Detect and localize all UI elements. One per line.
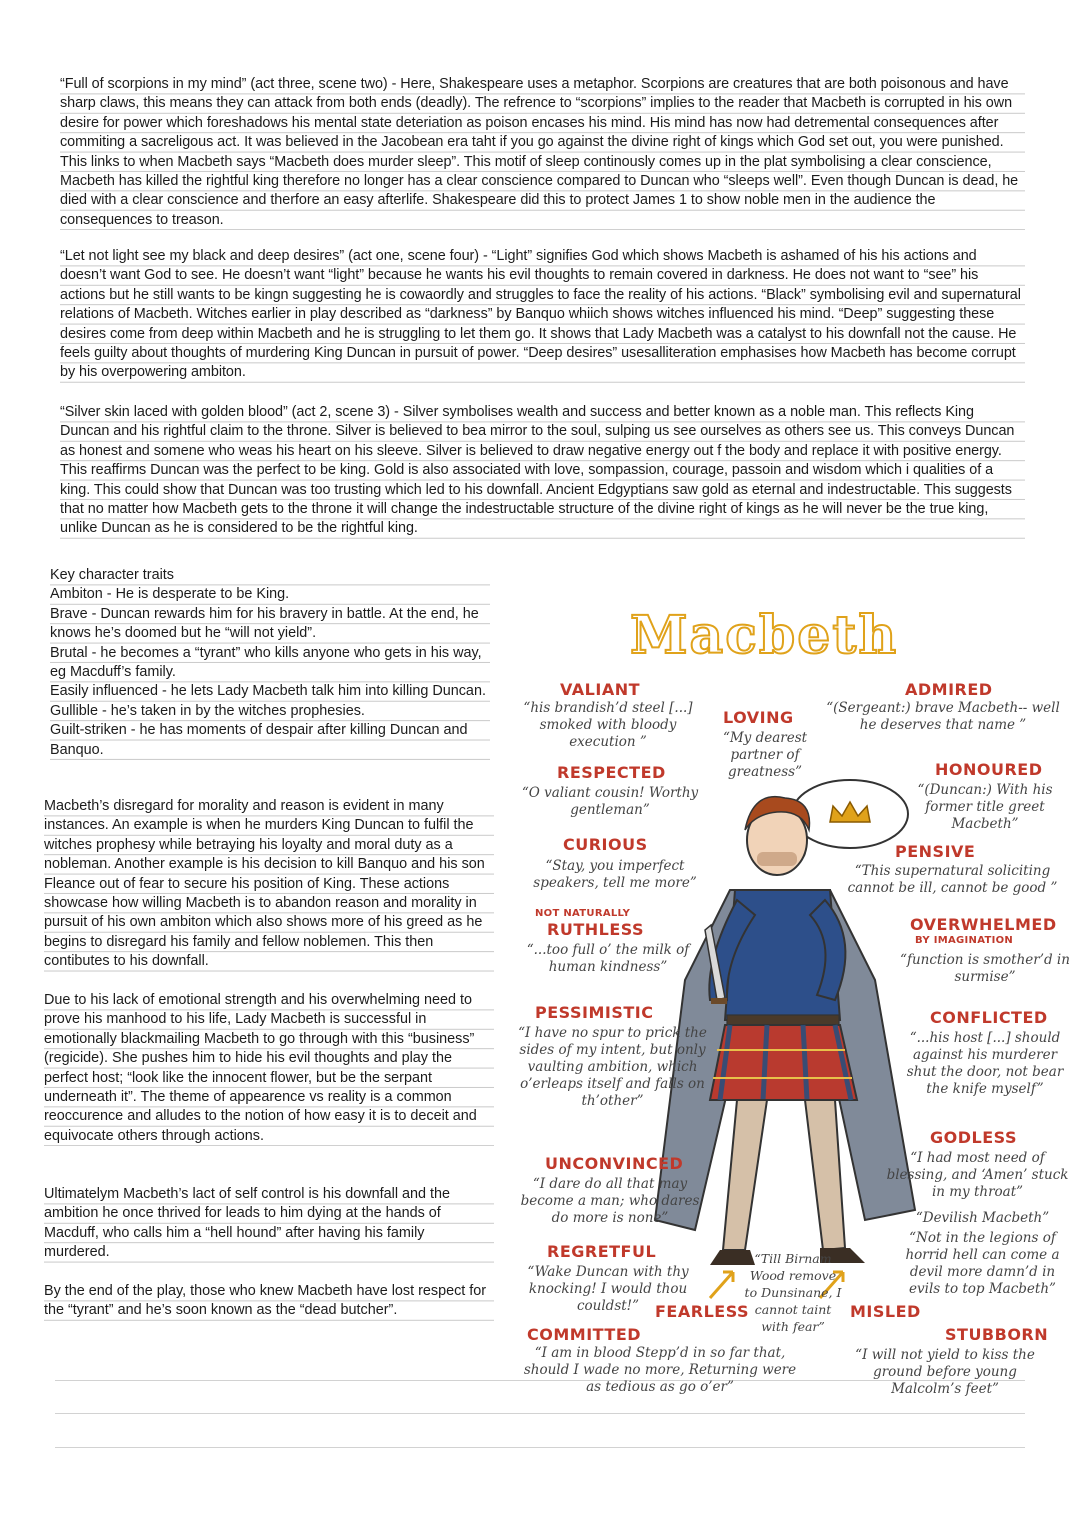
quote-unconvinced: “I dare do all that may become a man; who dares do more is none” — [520, 1176, 700, 1226]
quote-pessimistic: “I have no spur to prick the sides of my intent, but only vaulting ambition, which o’erleaps itself and falls on th’other” — [518, 1025, 707, 1109]
analysis-self-control — [44, 1185, 494, 1263]
paragraph-text: Macbeth’s disregard for morality and reason is evident in many instances. An example is when he murders King Duncan to fulfil the witches prophesy while betraying his loyalty and moral duty as a nobleman. Another example is his decision to kill Banquo and his son Fleance out of fear to secure his position of King. These actions showcase how willing Macbeth is to abandon reason and morality in pursuit of his own ambiton which also shows more of his greed as he begins to disregard his family and fellow noblemen. This then contibutes to his downfall. — [44, 798, 485, 970]
key-traits-list — [50, 566, 490, 760]
quote-stubborn: “I will not yield to kiss the ground before young Malcolm’s feet” — [855, 1347, 1035, 1397]
left-leg — [723, 1100, 767, 1250]
trait-item: Brutal - he becomes a “tyrant” who kills anyone who gets in his way, eg Macduff’s family. — [50, 644, 482, 681]
paragraph-text: Ultimatelym Macbeth’s lact of self control is his downfall and the ambition he once thrived for leads to him dying at the hands of Macduff, who calls him a “hell hound” after having his family murdered. — [44, 1186, 451, 1261]
beard-shadow — [757, 852, 797, 866]
quote-overwhelmed: “function is smother’d in surmise” — [900, 952, 1070, 985]
quote-admired: “(Sergeant:) brave Macbeth-- well he deserves that name ” — [826, 700, 1060, 733]
quote-loving: “My dearest partner of greatness” — [722, 730, 808, 780]
quote-regretful: “Wake Duncan with thy knocking! I would thou couldst!” — [527, 1264, 689, 1314]
quote-analysis-light — [60, 247, 1025, 383]
paragraph-text: “Full of scorpions in my mind” (act three, scene two) - Here, Shakespeare uses a metaphor. Scorpions are creatures that are both poisonous and have sharp claws, this means they can attack from both ends (deadly). The refrence to “scorpions” implies to the reader that Macbeth is corrupted in his own desire for power which foreshadows his mental state deteriation as poison encases his mind. His mind has now had detremental consequences after commiting a sacreligous act. It was believed in the Jacobean era taht if you go against the divine right of kings which God set out, you were punished. This links to when Macbeth says “Macbeth does murder sleep”. This motif of sleep continously comes up in the plat symbolising a clear conscience, Macbeth has killed the rightful king therefore no longer has a clear conscience compared to Duncan who “sleeps well”. Even though Duncan is dead, he died with a clear conscience and therfore an easy afterlife. Shakespeare did this to protect James 1 to show noble men in the audience the consequences to treason. — [60, 76, 1019, 228]
label-regretful: REGRETFUL — [547, 1242, 657, 1261]
label-ruthless: RUTHLESS — [547, 920, 645, 939]
label-overwhelmed: OVERWHELMED — [910, 915, 1057, 934]
paragraph-text: “Silver skin laced with golden blood” (act 2, scene 3) - Silver symbolises wealth and success and better known as a noble man. This reflects King Duncan and his rightful claim to the throne. Silver is believed to bea mirror to the soul, sulping us see ourselves as others see us. This conveys Duncan as honest and somene who weas his heart on his sleeve. Silver is believed to draw negative energy out f the body and replace it with positive energy. This reaffirms Duncan was the perfect to be king. Gold is also associated with love, sompassion, courage, passoin and wisdom which i qualities of a king. This could show that Duncan was too trusting which led to his downfall. Ancient Edgyptians saw gold as eternal and indestructable. This suggests that no matter how Macbeth gets to the throne it will change the indestructable structure of the divine right of kings as he will never be the true king, unlike Duncan as he is considered to be the rightful king. — [60, 404, 1015, 537]
quote-analysis-scorpions — [60, 75, 1025, 230]
label-not-naturally: NOT NATURALLY — [535, 908, 631, 919]
quote-godless: “I had most need of blessing, and ‘Amen’ stuck in my throat” — [886, 1150, 1069, 1200]
label-conflicted: CONFLICTED — [930, 1008, 1048, 1027]
label-godless: GODLESS — [930, 1128, 1017, 1147]
trait-item: Guilt-striken - he has moments of despair after killing Duncan and Banquo. — [50, 722, 468, 758]
trait-item: Ambiton - He is desperate to be King. — [50, 586, 290, 603]
analysis-emotion — [44, 991, 494, 1146]
label-pensive: PENSIVE — [895, 842, 976, 861]
quote-committed: “I am in blood Stepp’d in so far that, should I wade no more, Returning were as tedious as go o’er” — [523, 1345, 797, 1395]
macbeth-illustration — [505, 560, 1075, 1420]
analysis-morality — [44, 797, 494, 972]
trait-item: Gullible - he’s taken in by the witches prophesies. — [50, 702, 365, 719]
label-fearless: FEARLESS — [655, 1302, 750, 1321]
label-pessimistic: PESSIMISTIC — [535, 1003, 654, 1022]
label-loving: LOVING — [723, 708, 794, 727]
quote-devilish: “Devilish Macbeth” — [915, 1210, 1050, 1226]
trait-item: Brave - Duncan rewards him for his bravery in battle. At the end, he knows he’s doomed but he “will not yield”. — [50, 605, 479, 642]
label-honoured: HONOURED — [935, 760, 1043, 779]
quote-valiant: “his brandish’d steel [...] smoked with bloody execution ” — [523, 700, 693, 750]
quote-ruthless: “...too full o’ the milk of human kindness” — [526, 942, 690, 975]
label-respected: RESPECTED — [557, 763, 666, 782]
label-misled: MISLED — [850, 1302, 921, 1321]
analysis-end — [44, 1282, 494, 1321]
illustration-title: Macbeth — [630, 605, 899, 666]
quote-pensive: “This supernatural soliciting cannot be ill, cannot be good ” — [847, 863, 1058, 896]
label-admired: ADMIRED — [905, 680, 993, 699]
paragraph-text: “Let not light see my black and deep desires” (act one, scene four) - “Light” signifies God which shows Macbeth is ashamed of his his actions and doesn’t want God to see. He doesn’t want “light” because he wants his evil thoughts to remain covered in darkness. He does not want to “see” his actions but he still wants to be kingn suggesting he is cowaordly and struggles to face the reality of his actions. “Black” symbolising evil and supernatural relations of Macbeth. Witches earlier in play described as “darkness” by Banquo whiich shows witches influenced his mind. “Deep” suggesting these desires come from deep within Macbeth and he is struggling to let them go. It shows that Lady Macbeth was a catalyst to his downfall not the cause. He feels guilty about thoughts of murdering King Duncan in pursuit of power. “Deep desires” usesalliteration emphasises how Macbeth has become corrupt by his overpowering ambiton. — [60, 248, 1021, 381]
traits-heading: Key character traits — [50, 567, 174, 583]
quote-legions: “Not in the legions of horrid hell can come a devil more damn’d in evils to top Macbeth” — [905, 1230, 1060, 1297]
trait-item: Easily influenced - he lets Lady Macbeth talk him into killing Duncan. — [50, 683, 486, 700]
label-curious: CURIOUS — [563, 835, 648, 854]
quote-honoured: “(Duncan:) With his former title greet Macbeth” — [917, 782, 1053, 832]
rule-line — [55, 1447, 1025, 1448]
label-valiant: VALIANT — [560, 680, 641, 699]
paragraph-text: By the end of the play, those who knew Macbeth have lost respect for the “tyrant” and he’s soon known as the “dead butcher”. — [44, 1283, 487, 1319]
label-committed: COMMITTED — [527, 1325, 642, 1344]
quote-analysis-silver — [60, 403, 1025, 539]
quote-curious: “Stay, you imperfect speakers, tell me more” — [533, 858, 697, 891]
right-leg — [805, 1100, 845, 1250]
label-by-imagination: BY IMAGINATION — [915, 935, 1014, 946]
quote-respected: “O valiant cousin! Worthy gentleman” — [521, 785, 699, 818]
quote-conflicted: “...his host [...] should against his murderer shut the door, not bear the knife myself” — [906, 1030, 1064, 1097]
label-unconvinced: UNCONVINCED — [545, 1154, 684, 1173]
label-stubborn: STUBBORN — [945, 1325, 1049, 1344]
quote-fearless: “Till Birnam Wood remove to Dunsinane, I cannot taint with fear” — [744, 1251, 842, 1334]
paragraph-text: Due to his lack of emotional strength and his overwhelming need to prove his manhood to his life, Lady Macbeth is successful in emotionally blackmailing Macbeth to go through with this “business” (regicide). She pushes him to hide his evil thoughts and play the perfect host; “look like the innocent flower, but be the serpant underneath it”. The theme of appearence vs reality is a common reoccurence and alludes to the notion of how easy it is to deceit and equivocate others through actions. — [44, 992, 477, 1144]
